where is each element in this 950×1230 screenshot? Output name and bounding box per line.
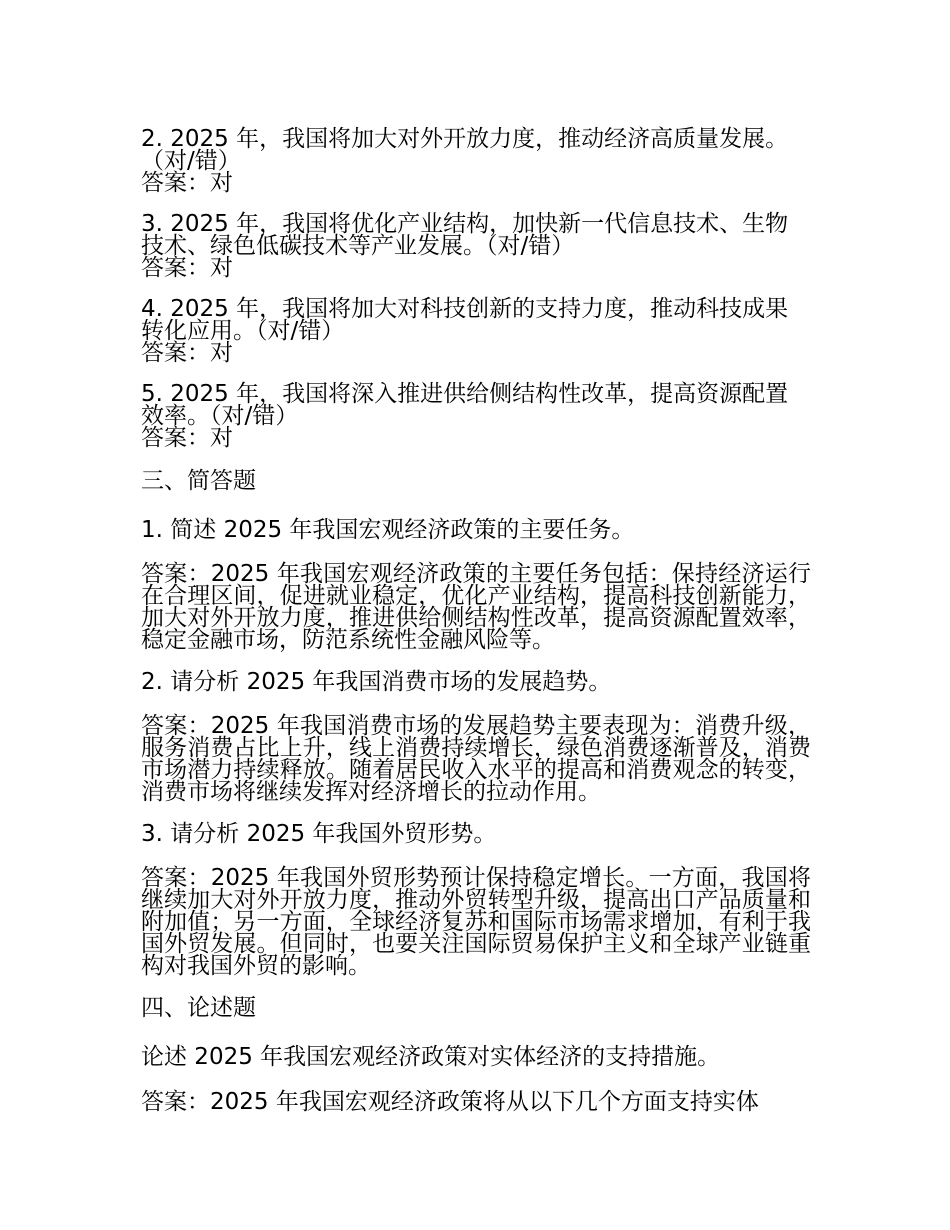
essay-question: 论述 2025 年我国宏观经济政策对实体经济的支持措施。 [141,1044,721,1070]
short-answer-answer: 答案：2025 年我国消费市场的发展趋势主要表现为：消费升级，服务消费占比上升，线上消费持续增长，绿色消费逐渐普及，消费市场潜力持续释放。随着居民收入水平的提高和消费观念的转变，消费市场将继续发挥对经济增长的拉动作用。 [141,713,811,805]
essay-answer: 答案：2025 年我国宏观经济政策将从以下几个方面支持实体 [141,1089,759,1115]
section-heading-short-answer: 三、简答题 [141,468,256,494]
short-answer-item-1 [141,517,811,651]
judgement-answer: 答案：对 [141,425,233,451]
judgement-item-5 [141,383,811,449]
judgement-answer: 答案：对 [141,255,233,281]
short-answer-item-2 [141,669,811,803]
short-answer-answer: 答案：2025 年我国外贸形势预计保持稳定增长。一方面，我国将继续加大对外开放力度，推动外贸转型升级，提高出口产品质量和附加值；另一方面，全球经济复苏和国际市场需求增加，有利于我国外贸发展。但同时，也要关注国际贸易保护主义和全球产业链重构对我国外贸的影响。 [141,865,811,979]
essay-item [141,1044,811,1115]
short-answer-question: 3. 请分析 2025 年我国外贸形势。 [141,821,497,847]
short-answer-question: 2. 请分析 2025 年我国消费市场的发展趋势。 [141,669,612,695]
judgement-answer: 答案：对 [141,340,233,366]
section-heading-essay: 四、论述题 [141,995,256,1021]
judgement-item-4 [141,298,811,364]
judgement-answer: 答案：对 [141,170,233,196]
judgement-item-3 [141,213,811,279]
judgement-question: 5. 2025 年，我国将深入推进供给侧结构性改革，提高资源配置效率。（对/错） [141,381,789,429]
judgement-question: 3. 2025 年，我国将优化产业结构，加快新一代信息技术、生物技术、绿色低碳技术等产业发展。（对/错） [141,211,789,259]
judgement-question: 2. 2025 年，我国将加大对外开放力度，推动经济高质量发展。（对/错） [141,126,789,174]
short-answer-question: 1. 简述 2025 年我国宏观经济政策的主要任务。 [141,517,635,543]
short-answer-item-3 [141,821,811,977]
judgement-item-2 [141,128,811,194]
document-page [141,128,811,1115]
judgement-question: 4. 2025 年，我国将加大对科技创新的支持力度，推动科技成果转化应用。（对/错） [141,296,789,344]
short-answer-answer: 答案：2025 年我国宏观经济政策的主要任务包括：保持经济运行在合理区间，促进就业稳定，优化产业结构，提高科技创新能力，加大对外开放力度，推进供给侧结构性改革，提高资源配置效率，稳定金融市场，防范系统性金融风险等。 [141,561,811,653]
